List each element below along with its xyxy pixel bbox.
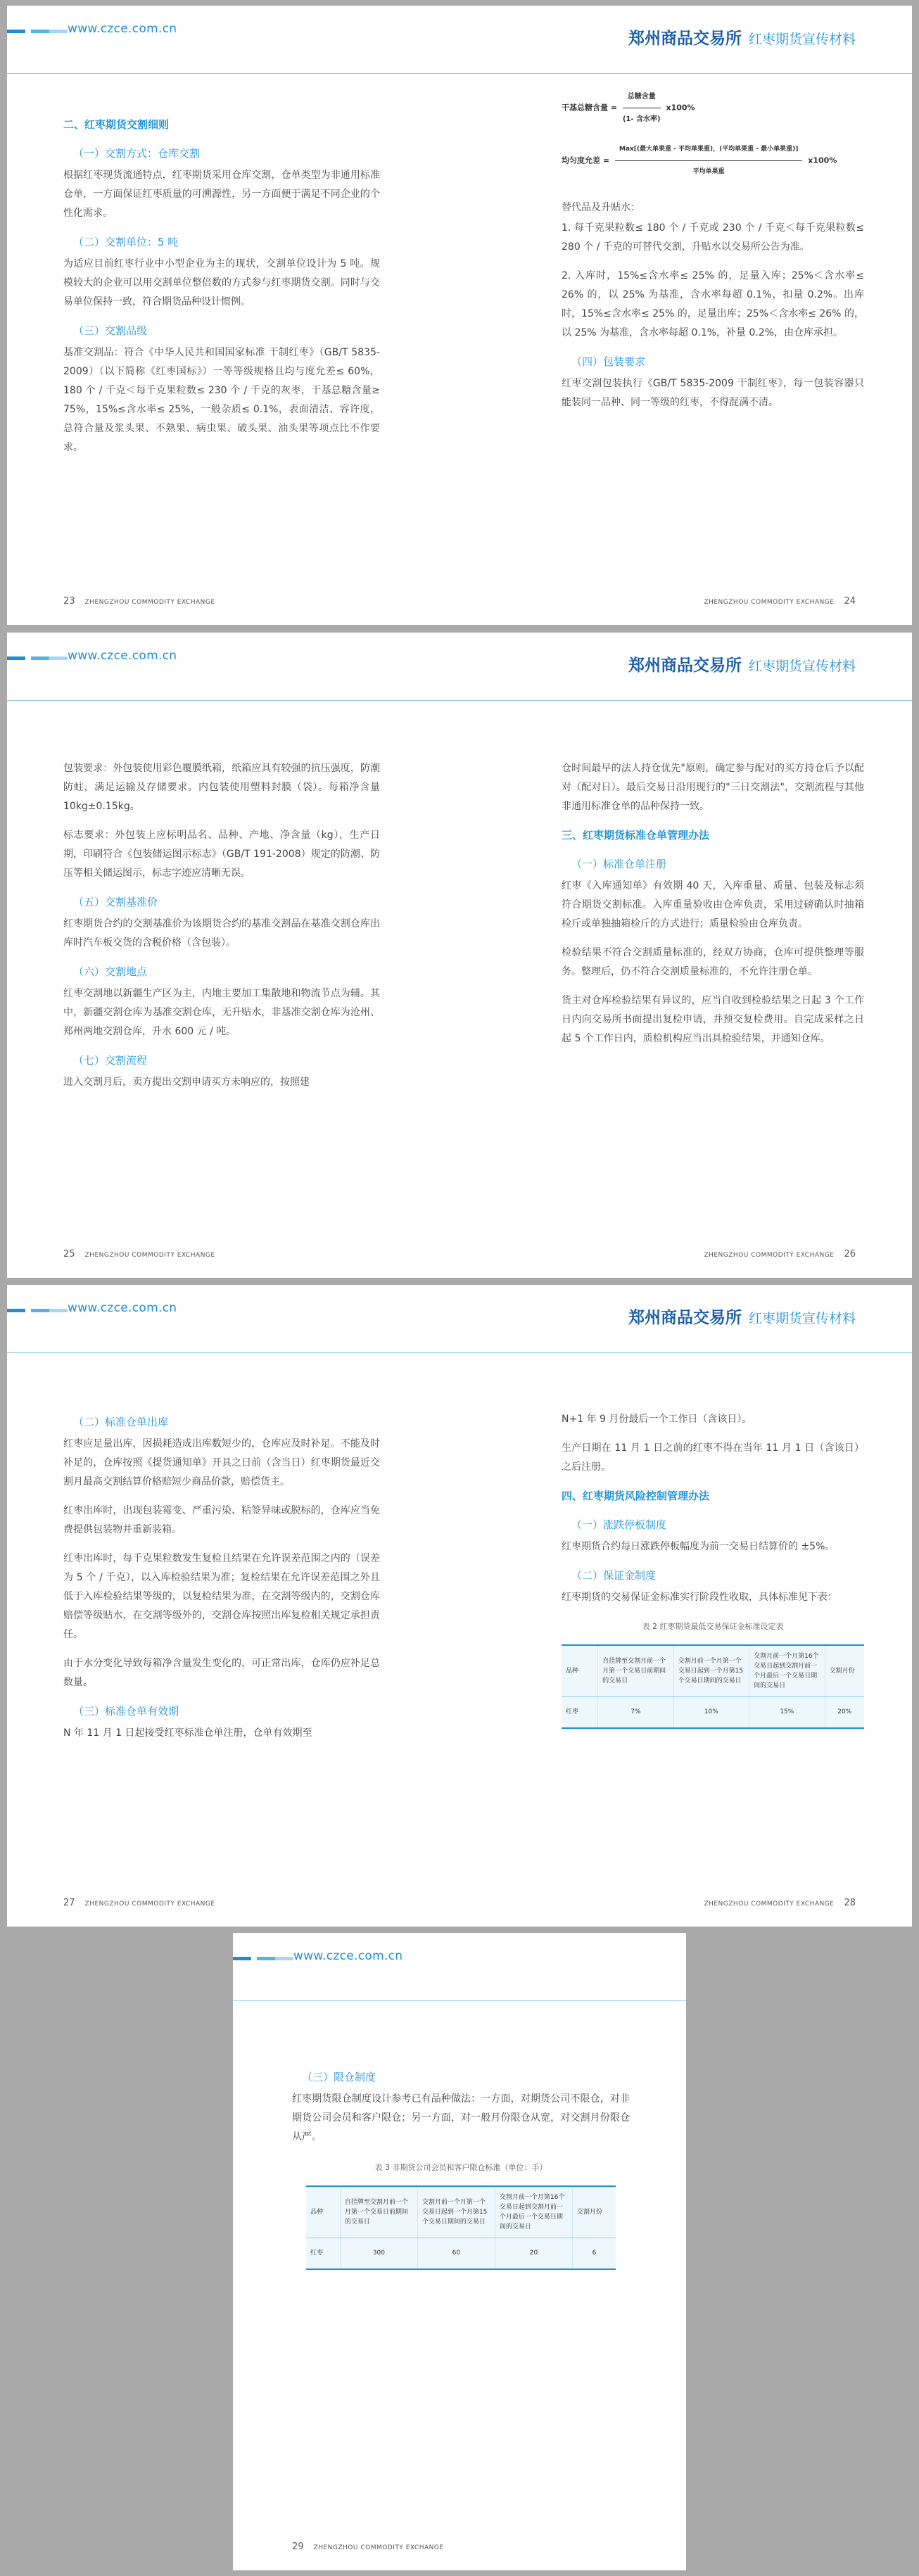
page-29-column [292, 2065, 630, 2270]
page-footer-26 [704, 1249, 856, 1260]
section-title: 二、红枣期货交割细则 [63, 118, 170, 131]
paragraph: 红枣期货限仓制度设计参考已有品种做法：一方面，对期货公司不限仓，对非期货公司会员和客户限仓；另一方面，对一般月份限仓从宽，对交割月份限仓从严。 [292, 2093, 630, 2143]
paragraph: 包装要求：外包装使用彩色覆膜纸箱，纸箱应具有较强的抗压强度，防潮防蛀，满足运输及存储要求。内包装使用塑料封膜（袋）。每箱净含量 10kg±0.15kg。 [63, 763, 380, 812]
page-29 [233, 1933, 686, 2570]
table-cell: 红枣 [562, 1697, 598, 1729]
formula-fraction [623, 87, 661, 129]
brand [628, 1305, 856, 1328]
brand-title: 郑州商品交易所 [628, 30, 742, 48]
paragraph: 货主对仓库检验结果有异议的，应当自收到检验结果之日起 3 个工作日内向交易所书面提出复检申请，并预交复检费用。自完成采样之日起 5 个工作日内，质检机构应当出具检验结果，并通知仓库。 [562, 995, 864, 1044]
paragraph: 红枣交割地以新疆生产区为主，内地主要加工集散地和物流节点为辅。其中，新疆交割仓库为基准交割仓库，无升贴水，非基准交割仓库为沧州、郑州两地交割仓库，升水 600 元 / 吨。 [63, 988, 380, 1037]
page-26-column [562, 759, 864, 1058]
table-cell: 15% [749, 1697, 825, 1729]
footer-exchange-name: ZHENGZHOU COMMODITY EXCHANGE [704, 1252, 835, 1259]
table-header-cell: 品种 [306, 2186, 340, 2238]
table-header-row [306, 2186, 616, 2238]
header-rule [7, 73, 912, 74]
paragraph: 生产日期在 11 月 1 日之前的红枣不得在当年 11 月 1 日（含该日）之后注册。 [562, 1442, 864, 1473]
table-cell: 6 [572, 2238, 616, 2270]
paragraph: 标志要求：外包装上应标明品名、品种、产地、净含量（kg），生产日期，印刷符合《包装储运图示标志》（GB/T 191-2008）规定的防潮、防压等相关储运图示，标志字迹应清晰无误。 [63, 830, 380, 879]
brand [628, 25, 856, 49]
paragraph: 仓时间最早的法人持仓优先"原则，确定参与配对的买方持仓后予以配对（配对日）。最后交易日沿用现行的"三日交割法"，交割流程与其他非通用标准仓单的品种保持一致。 [562, 763, 864, 812]
subsection-heading: （二）交割单位：5 吨 [73, 236, 179, 248]
page-28-column [562, 1410, 864, 1729]
brand [628, 652, 856, 675]
subsection-heading: （五）交割基准价 [73, 896, 158, 908]
table-header-cell: 自挂牌至交割月前一个月第一个交易日前期间的交易日 [598, 1645, 674, 1697]
paragraph: 基准交割品：符合《中华人民共和国国家标准 干制红枣》（GB/T 5835-2009）（以下简称《红枣国标》）一等等级规格且均与度允差≤ 60%，180 个 / 千克＜每千克果粒数≤ 230 个 / 千克的灰枣，干基总糖含量≥ 75%，15%≤含水率≤ 25%，一般杂质≤ 0.1%，表面清洁、容许度，总符合量及浆头果、不熟果、病虫果、破头果、油头果等项点比不作要求。 [63, 347, 380, 453]
formula-total-sugar [562, 87, 864, 129]
header-rule [7, 700, 912, 701]
page-number: 24 [844, 596, 856, 607]
page-footer-29 [292, 2542, 444, 2552]
page-number: 28 [844, 1898, 856, 1908]
site-url[interactable]: www.czce.com.cn [293, 1949, 403, 1963]
paragraph: 检验结果不符合交割质量标准的，经双方协商，仓库可提供整理等服务。整理后，仍不符合交割质量标准的，不允许注册仓单。 [562, 947, 864, 977]
brand-subtitle: 红枣期货宣传材料 [748, 1311, 856, 1326]
site-url[interactable]: www.czce.com.cn [68, 649, 177, 663]
position-limit-table [306, 2185, 616, 2270]
paragraph: 红枣《入库通知单》有效期 40 天，入库重量、质量、包装及标志须符合期货交割标准。入库重量验收由仓库负责，采用过磅确认时抽箱检斤或单独抽箱检斤的方式进行；质量检验由仓库负责。 [562, 880, 864, 929]
page-spread-27-28 [7, 1285, 912, 1927]
paragraph: N+1 年 9 月份最后一个工作日（含该日）。 [562, 1414, 752, 1425]
subsection-heading: （二）保证金制度 [571, 1569, 657, 1582]
brand-subtitle: 红枣期货宣传材料 [748, 659, 856, 674]
page-footer-27 [63, 1898, 215, 1908]
table-header-cell: 交割月份 [572, 2186, 616, 2238]
subsection-heading: （一）涨跌停板制度 [571, 1518, 667, 1531]
page-number: 25 [63, 1249, 75, 1260]
site-url[interactable]: www.czce.com.cn [68, 1301, 177, 1315]
paragraph: 红枣期货合约的交割基准价为该期货合约的基准交割品在基准交割仓库出库时汽车板交货的含税价格（含包装）。 [63, 918, 380, 948]
table-caption: 表 2 红枣期货最低交易保证金标准设定表 [642, 1622, 784, 1631]
formula-label: 均匀度允差 = [562, 156, 610, 165]
subsection-heading: （三）限仓制度 [302, 2071, 376, 2083]
paragraph: 根据红枣现货流通特点，红枣期货采用仓库交割，仓单类型为非通用标准仓单，一方面保证红枣质量的可溯源性，另一方面便于满足不同企业的个性化需求。 [63, 170, 380, 219]
footer-exchange-name: ZHENGZHOU COMMODITY EXCHANGE [704, 1901, 835, 1908]
page-footer-24 [704, 596, 856, 607]
subsection-heading: （二）标准仓单出库 [73, 1416, 169, 1428]
page-spread-25-26 [7, 633, 912, 1278]
page-footer-23 [63, 596, 215, 607]
subsection-heading: （七）交割流程 [73, 1054, 148, 1067]
paragraph: 红枣期货的交易保证金标准实行阶段性收取，具体标准见下表： [562, 1592, 837, 1603]
header-stripe [7, 1309, 68, 1312]
paragraph: N 年 11 月 1 日起接受红枣标准仓单注册，仓单有效期至 [63, 1727, 312, 1739]
page-footer-25 [63, 1249, 215, 1260]
formula-tail: x100% [666, 103, 695, 113]
site-url[interactable]: www.czce.com.cn [68, 22, 177, 36]
formula-tail: x100% [808, 156, 837, 165]
table-header-cell: 交割月份 [825, 1645, 864, 1697]
section-title: 三、红枣期货标准仓单管理办法 [562, 829, 710, 842]
page-header [233, 1933, 686, 2017]
formula-uniformity [562, 140, 864, 182]
table-cell: 7% [598, 1697, 674, 1729]
page-number: 29 [292, 2542, 304, 2552]
page-number: 26 [844, 1249, 856, 1260]
table-caption: 表 3 非期货公司会员和客户限仓标准（单位：手） [374, 2163, 547, 2172]
table-row [306, 2238, 616, 2270]
paragraph: 进入交割月后，卖方提出交割申请买方未响应的，按照建 [63, 1077, 310, 1088]
paragraph: 红枣出库时，每千克果粒数发生复检且结果在允许误差范围之内的（误差为 5 个 / 千克），以入库检验结果为准；复检结果在允许误差范围之外且低于入库检验结果等级的，以复检结果为准，在交割等级内的，交割仓库赔偿等级贴水，在交割等级外的，交割仓库按照出库复检相关规定承担责任。 [63, 1553, 380, 1640]
paragraph: 替代品及升贴水： [562, 202, 640, 213]
formula-label: 干基总糖含量 = [562, 103, 618, 113]
page-spread-23-24 [7, 6, 912, 625]
page-header [7, 633, 912, 717]
paragraph: 红枣出库时，出现包装霉变、严重污染、粘签异味或脱标的，仓库应当免费提供包装物并重新装箱。 [63, 1505, 380, 1535]
header-stripe [233, 1957, 293, 1960]
subsection-heading: （一）标准仓单注册 [571, 858, 667, 870]
formula-numerator: Max[(最大单果重 - 平均单果重)，(平均单果重 - 最小单果重)] [615, 140, 803, 161]
paragraph: 红枣交割包装执行《GB/T 5835-2009 干制红枣》，每一包装容器只能装同一品种、同一等级的红枣，不得混满不清。 [562, 378, 864, 408]
formula-fraction [615, 140, 803, 182]
footer-exchange-name: ZHENGZHOU COMMODITY EXCHANGE [84, 1252, 215, 1259]
section-title: 四、红枣期货风险控制管理办法 [562, 1490, 710, 1502]
table-header-cell: 交割月前一个月第16个交易日起到交割月前一个月最后一个交易日期间的交易日 [495, 2186, 572, 2238]
formula-denominator: (1- 含水率) [622, 115, 661, 123]
footer-exchange-name: ZHENGZHOU COMMODITY EXCHANGE [84, 599, 215, 606]
paragraph: 由于水分变化导致每箱净含量发生变化的，可正常出库，仓库仍应补足总数量。 [63, 1658, 380, 1688]
formula-denominator: 平均单果重 [692, 168, 725, 175]
table-cell: 20% [825, 1697, 864, 1729]
brand-title: 郑州商品交易所 [628, 656, 742, 675]
table-header-row [562, 1645, 864, 1697]
margin-table [562, 1644, 864, 1729]
table-cell: 300 [340, 2238, 417, 2270]
page-number: 27 [63, 1898, 75, 1908]
subsection-heading: （三）标准仓单有效期 [73, 1705, 179, 1718]
table-cell: 20 [495, 2238, 572, 2270]
footer-exchange-name: ZHENGZHOU COMMODITY EXCHANGE [313, 2544, 444, 2551]
subsection-heading: （六）交割地点 [73, 965, 148, 978]
table-row [562, 1697, 864, 1729]
page-23-column [63, 111, 380, 467]
table-cell: 60 [417, 2238, 495, 2270]
formula-numerator: 总糖含量 [623, 87, 661, 108]
paragraph: 红枣应足量出库，因损耗造成出库数短少的，仓库应及时补足。不能及时补足的，仓库按照《提货通知单》开具之日前（含当日）红枣期货最近交割月最高交割结算价格赔短少商品价款，赔偿货主。 [63, 1438, 380, 1487]
page-24-column [562, 82, 864, 422]
header-stripe [7, 656, 68, 660]
header-stripe [7, 30, 68, 33]
table-header-cell: 品种 [562, 1645, 598, 1697]
table-header-cell: 交割月前一个月第一个交易日起到一个月第15个交易日期间的交易日 [417, 2186, 495, 2238]
footer-exchange-name: ZHENGZHOU COMMODITY EXCHANGE [84, 1901, 215, 1908]
paragraph: 红枣期货合约每日涨跌停板幅度为前一交易日结算价的 ±5%。 [562, 1541, 835, 1552]
header-rule [7, 1352, 912, 1353]
subsection-heading: （三）交割品级 [73, 324, 148, 337]
page-footer-28 [704, 1898, 856, 1908]
paragraph: 2. 入库时，15%≤含水率≤ 25% 的，足量入库；25%＜含水率≤ 26% 的，以 25% 为基准，含水率每超 0.1%，扣量 0.2%。出库时，15%≤含水率≤ 25% 的，足量出库；25%＜含水率≤ 26% 的，以 25% 为基准，含水率每超 0.1%，补量 0.2%，由仓库承担。 [562, 270, 864, 338]
brand-title: 郑州商品交易所 [628, 1309, 742, 1327]
table-header-cell: 交割月前一个月第一个交易日起到一个月第15个交易日期间的交易日 [673, 1645, 749, 1697]
page-number: 23 [63, 596, 75, 607]
page-25-column [63, 759, 380, 1102]
brand-subtitle: 红枣期货宣传材料 [748, 32, 856, 47]
table-header-cell: 自挂牌至交割月前一个月第一个交易日前期间的交易日 [340, 2186, 417, 2238]
paragraph: 1. 每千克果粒数≤ 180 个 / 千克或 230 个 / 千克＜每千克果粒数≤ 280 个 / 千克的可替代交割，升贴水以交易所公告为准。 [562, 222, 864, 253]
page-27-column [63, 1410, 380, 1753]
footer-exchange-name: ZHENGZHOU COMMODITY EXCHANGE [704, 599, 835, 606]
table-cell: 10% [673, 1697, 749, 1729]
page-header [7, 6, 912, 90]
header-rule [233, 2000, 686, 2001]
subsection-heading: （一）交割方式：仓库交割 [73, 147, 201, 160]
page-header [7, 1285, 912, 1369]
table-header-cell: 交割月前一个月第16个交易日起到交割月前一个月最后一个交易日期间的交易日 [749, 1645, 825, 1697]
table-cell: 红枣 [306, 2238, 340, 2270]
subsection-heading: （四）包装要求 [571, 355, 646, 368]
paragraph: 为适应目前红枣行业中小型企业为主的现状，交割单位设计为 5 吨。规模较大的企业可以用交割单位整倍数的方式参与红枣期货交割。同时与交易单位保持一致，符合期货品种设计惯例。 [63, 258, 380, 307]
